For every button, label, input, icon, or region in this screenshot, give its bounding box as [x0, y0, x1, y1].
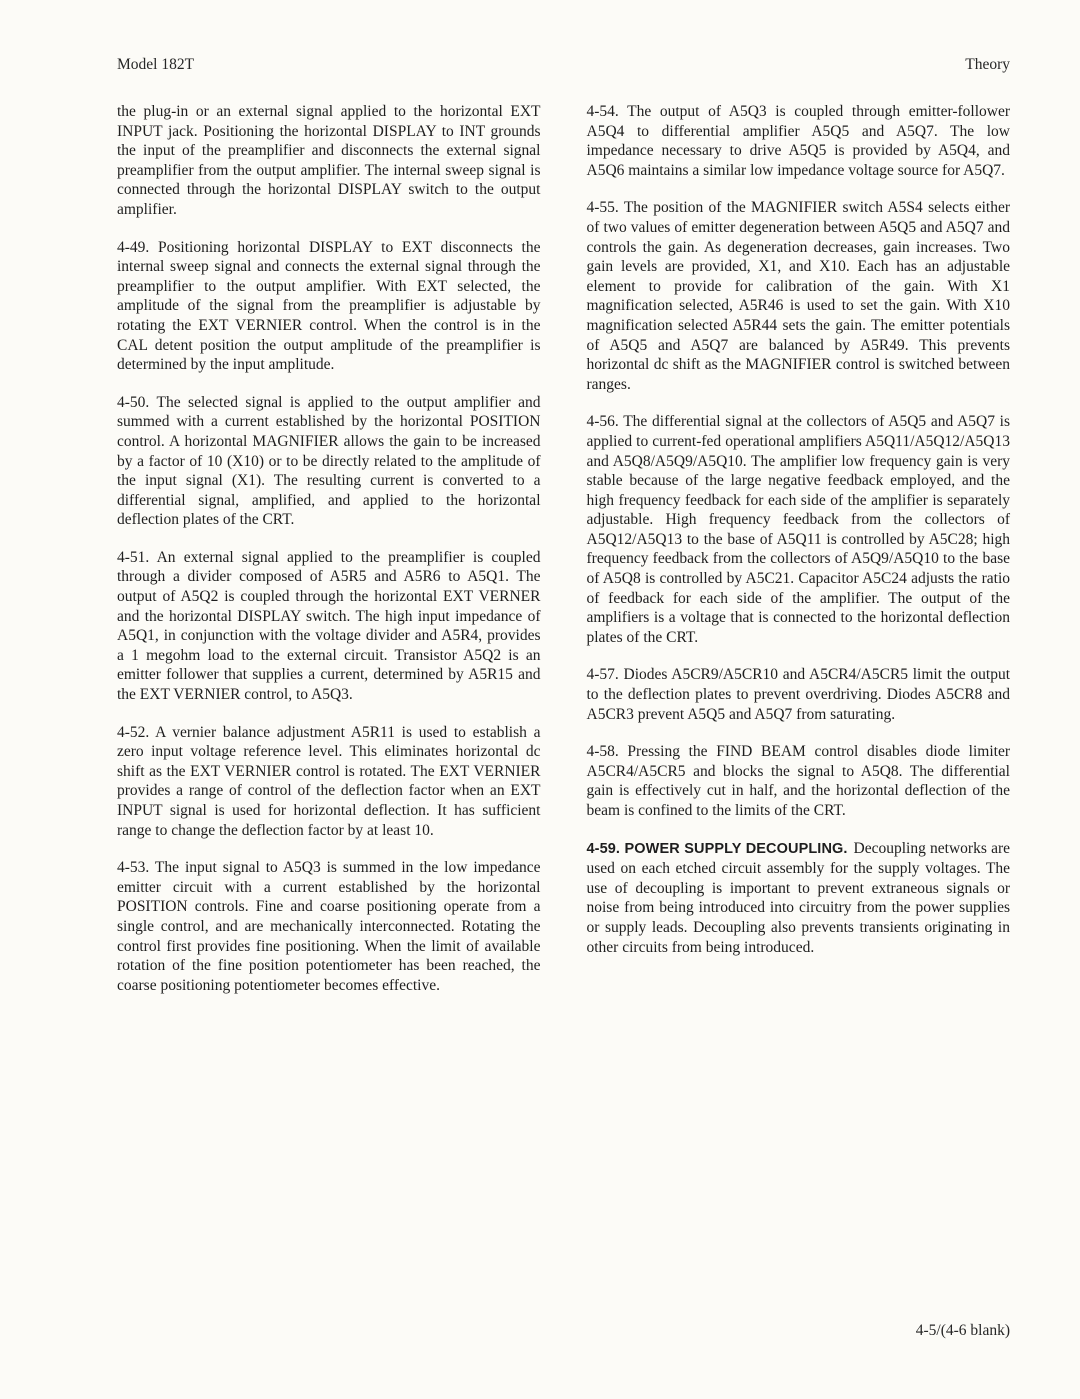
- paragraph-4-54: 4-54. The output of A5Q3 is coupled through emitter-follower A5Q4 to differential amplifier A5Q5 and A5Q7. The low impedance necessary to drive A5Q5 is provided by A5Q4, and A5Q6 maintains a similar low impedance voltage source for A5Q7.: [586, 103, 1010, 179]
- paragraph-4-52: 4-52. A vernier balance adjustment A5R11 is used to establish a zero input voltage reference level. This eliminates horizontal dc shift as the EXT VERNIER control is rotated. The EXT VERNIER provides a range of control of the deflection factor when an EXT INPUT signal is used for horizontal deflection. It has sufficient range to change the deflection factor by at least 10.: [117, 723, 541, 839]
- paragraph-4-50: 4-50. The selected signal is applied to the output amplifier and summed with a current established by the horizontal POSITION control. A horizontal MAGNIFIER allows the gain to be increased by a factor of 10 (X10) or to be directly related to the amplitude of the input signal (X1). The resulting current is converted to a differential signal, amplified, and applied to the horizontal deflection plates of the CRT.: [117, 393, 541, 529]
- section-title: Theory: [965, 56, 1010, 73]
- paragraph-4-58: 4-58. Pressing the FIND BEAM control disables diode limiter A5CR4/A5CR5 and blocks the signal to A5Q8. The differential gain is effectively cut in half, and the horizontal deflection of the beam is confined to the limits of the CRT.: [586, 743, 1010, 819]
- paragraph-4-55: 4-55. The position of the MAGNIFIER switch A5S4 selects either of two values of emitter degeneration between A5Q5 and A5Q7 and controls the gain. As degeneration decreases, gain increases. Two gain levels are provided, X1, and X10. Each has an adjustable element to provide for calibration of the gain. With X1 magnification selected, A5R46 is used to set the gain. With X10 magnification selected A5R44 sets the gain. The emitter potentials of A5Q5 and A5Q7 are balanced by A5R49. This prevents horizontal dc shift as the MAGNIFIER control is switched between ranges.: [586, 199, 1010, 393]
- page-number: 4-5/(4-6 blank): [915, 1322, 1010, 1340]
- left-column: [117, 102, 541, 995]
- paragraph-4-59-body: Decoupling networks are used on each etched circuit assembly for the supply voltages. The use of decoupling is important to prevent extraneous signals or noise from being introduced into circuitry from the power supplies or supply leads. Decoupling also prevents transients originating in other circuits from being introduced.: [586, 839, 1010, 956]
- paragraph-4-59-heading: 4-59. POWER SUPPLY DECOUPLING.: [586, 840, 848, 857]
- model-number: Model 182T: [117, 56, 195, 73]
- paragraph-continuation: the plug-in or an external signal applied to the horizontal EXT INPUT jack. Positioning the horizontal DISPLAY to INT grounds the input of the preamplifier and disconnects the external signal preamplifier from the output amplifier. The internal sweep signal is connected through the horizontal DISPLAY switch to the output amplifier.: [117, 103, 541, 218]
- paragraph-4-56: 4-56. The differential signal at the collectors of A5Q5 and A5Q7 is applied to current-fed operational amplifiers A5Q11/A5Q12/A5Q13 and A5Q8/A5Q9/A5Q10. The amplifier low frequency gain is very stable because of the large negative feedback employed, and the high frequency feedback for each side of the amplifier is separately adjustable. High frequency feedback from the collectors of A5Q12/A5Q13 to the base of A5Q11 is controlled by A5C28; high frequency feedback from the collectors of A5Q9/A5Q10 to the base of A5Q8 is controlled by A5C21. Capacitor A5C24 adjusts the ratio of feedback for each side of the amplifier. The output of the amplifiers is a voltage that is connected to the horizontal deflection plates of the CRT.: [586, 413, 1010, 646]
- right-column: [587, 102, 1011, 995]
- paragraph-4-53: 4-53. The input signal to A5Q3 is summed in the low impedance emitter circuit with a current established by the horizontal POSITION controls. Fine and coarse positioning operate from a single control, and are mechanically interconnected. Rotating the control first provides fine positioning. When the limit of available rotation of the fine position potentiometer has been reached, the coarse positioning potentiometer becomes effective.: [117, 859, 541, 994]
- paragraph-4-59: [587, 839, 1011, 958]
- body-columns: [117, 102, 1010, 995]
- paragraph-4-51: 4-51. An external signal applied to the preamplifier is coupled through a divider composed of A5R5 and A5R6 to A5Q1. The output of A5Q2 is coupled through the horizontal EXT VERNER and the horizontal DISPLAY switch. The high input impedance of A5Q1, in conjunction with the voltage divider and A5R4, provides a 1 megohm load to the external circuit. Transistor A5Q2 is an emitter follower that supplies a current, determined by A5R15 and the EXT VERNIER control, to A5Q3.: [117, 548, 541, 704]
- paragraph-4-57: 4-57. Diodes A5CR9/A5CR10 and A5CR4/A5CR5 limit the output to the deflection plates to prevent overdriving. Diodes A5CR8 and A5CR3 prevent A5Q5 and A5Q7 from saturating.: [586, 666, 1010, 723]
- running-header: [117, 55, 1010, 75]
- paragraph-4-49: 4-49. Positioning horizontal DISPLAY to EXT disconnects the internal sweep signal and connects the external signal through the preamplifier to the output amplifier. With EXT selected, the amplitude of the signal from the preamplifier is adjustable by rotating the EXT VERNIER control. When the control is in the CAL detent position the output amplitude of the preamplifier is determined by the input amplitude.: [117, 238, 541, 374]
